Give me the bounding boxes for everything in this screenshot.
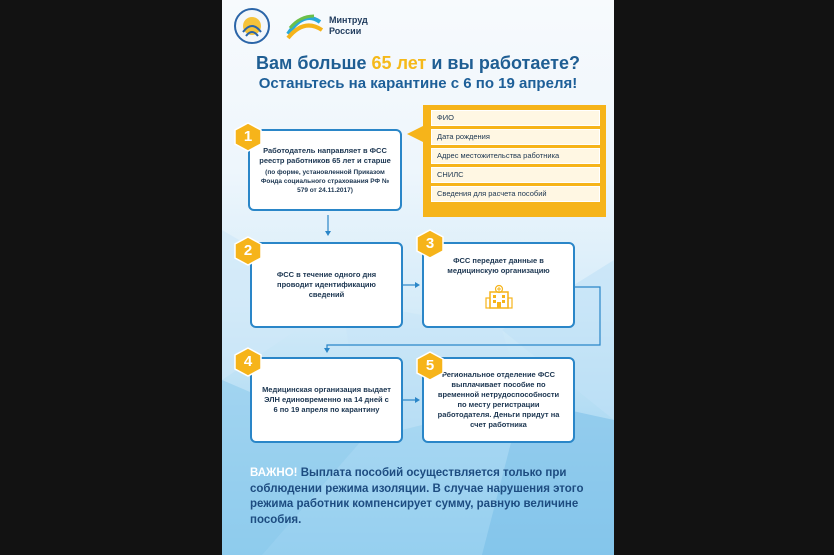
important-label: ВАЖНО! [250,467,298,479]
step-5-text: Региональное отделение ФСС выплачивает пособие по временной нетрудоспособности по месту регистрации работодателя. Деньги придут на счет работника [437,370,560,429]
registry-fields-panel [423,105,606,217]
step-1-badge: 1 [234,122,262,152]
title-line-2: Останьтесь на карантине с 6 по 19 апреля! [258,75,578,92]
step-3-badge: 3 [416,229,444,259]
poster [222,0,614,555]
step-4-badge: 4 [234,347,262,377]
fss-emblem-icon [232,6,272,46]
step-2-text: ФСС в течение одного дня проводит идентификацию сведений [276,270,377,299]
step-2-badge: 2 [234,236,262,266]
important-text: Выплата пособий осуществляется только при соблюдении режима изоляции. В случае нарушения этого режима работник компенсирует сумму, равную величине пособия. [250,467,584,526]
step-1-box [248,129,402,211]
page-title [222,52,614,94]
hospital-building-icon [484,284,514,310]
title-highlight: 65 лет [371,53,427,73]
panel-pointer [407,126,424,142]
mintrud-logo-icon [286,12,324,40]
info-field: Сведения для расчета пособий [431,186,600,202]
org-name: Минтруд России [329,15,368,36]
step-4-text: Медицинская организация выдает ЭЛН единовременно на 14 дней с 6 по 19 апреля по карантину [262,385,391,414]
step-4-box [250,357,403,443]
step-5-badge: 5 [416,351,444,381]
step-3-box [422,242,575,328]
title-line-1: Вам больше 65 лет и вы работаете? [256,53,580,73]
important-note [250,466,592,528]
step-5-box [422,357,575,443]
step-2-box [250,242,403,328]
info-field: СНИЛС [431,167,600,183]
info-field: Дата рождения [431,129,600,145]
step-1-text: Работодатель направляет в ФСС реестр работников 65 лет и старше [259,145,391,165]
step-1-note: (по форме, установленной Приказом Фонда социального страхования РФ № 579 от 24.11.2017) [260,168,390,194]
step-3-text: ФСС передает данные в медицинскую организацию [447,256,550,275]
info-field: ФИО [431,110,600,126]
info-field: Адрес местожительства работника [431,148,600,164]
